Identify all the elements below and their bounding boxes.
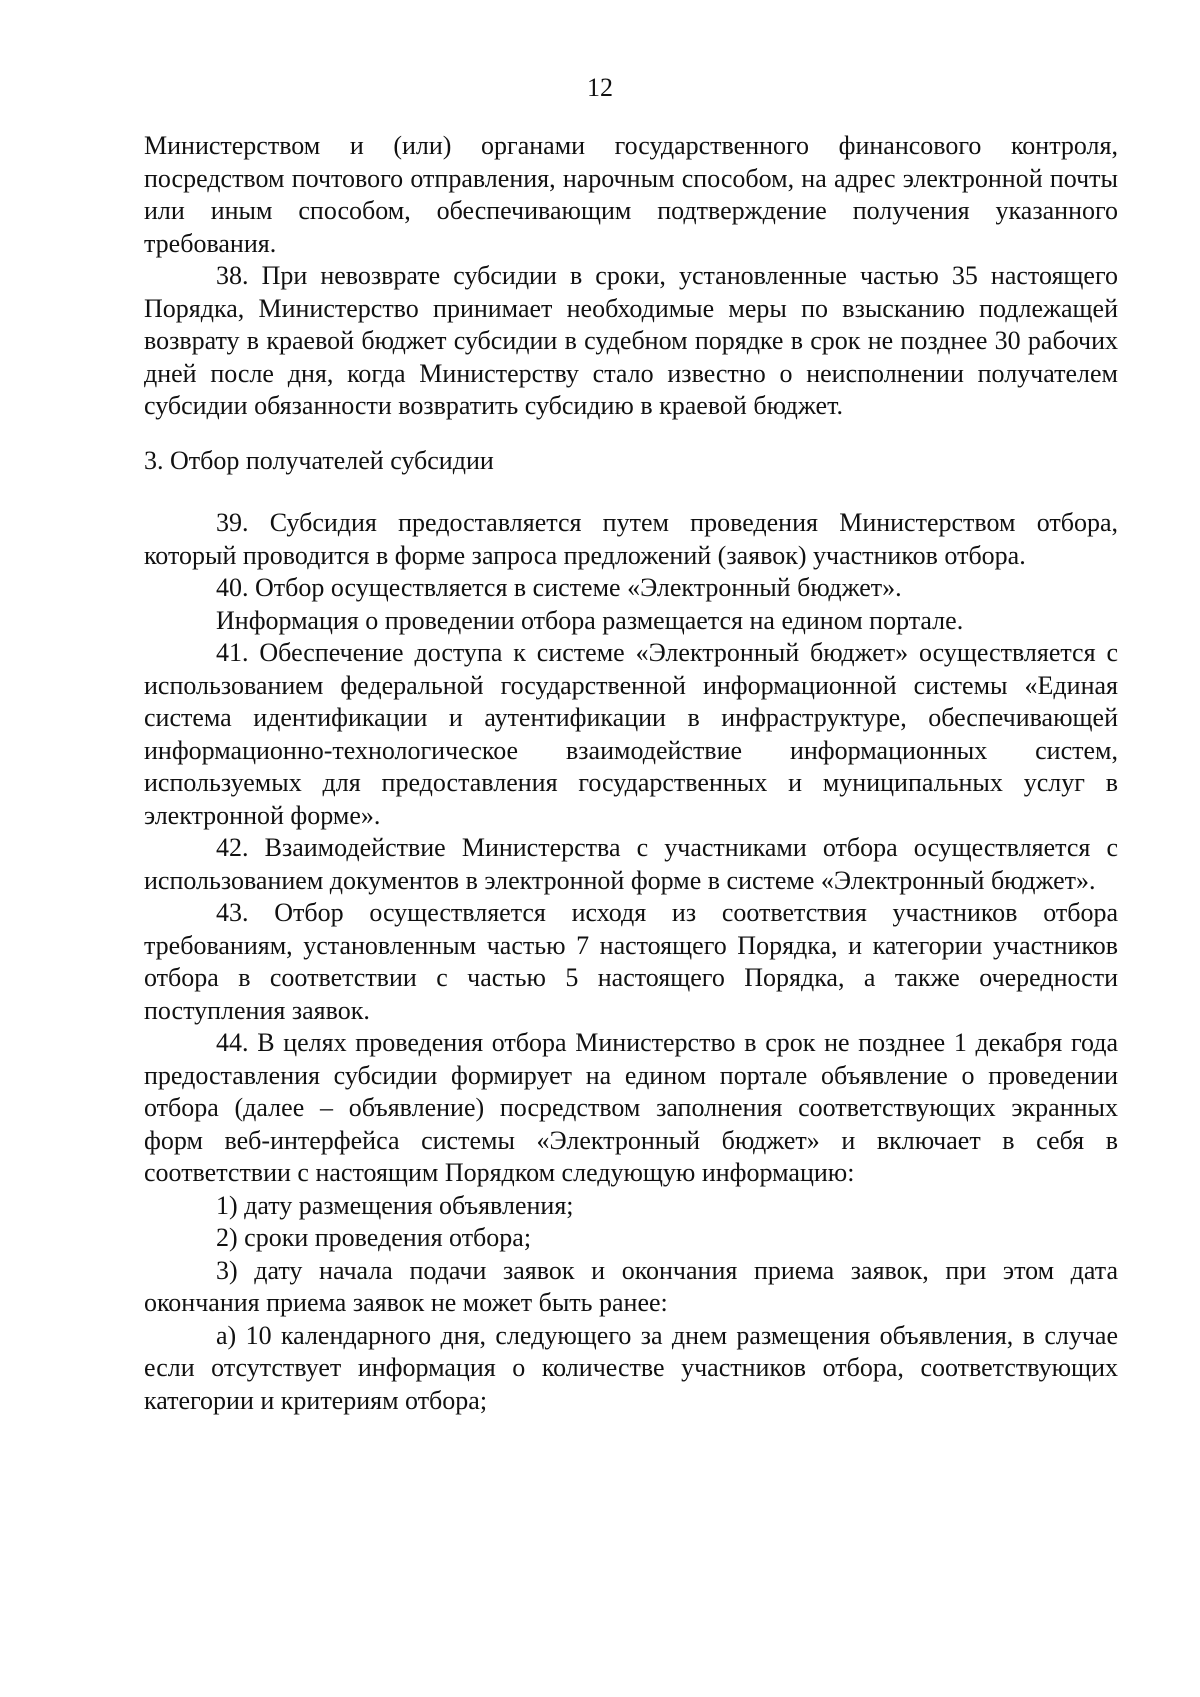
page-number: 12: [587, 73, 613, 102]
paragraph-44: 44. В целях проведения отбора Министерство в срок не позднее 1 декабря года предоставления субсидии формирует на едином портале объявление о проведении отбора (далее – объявление) посредством заполнения соответствующих экранных форм веб-интерфейса системы «Электронный бюджет» и включает в себя в соответствии с настоящим Порядком следующую информацию:: [144, 1028, 1118, 1187]
paragraph-39: 39. Субсидия предоставляется путем проведения Министерством отбора, который проводится в форме запроса предложений (заявок) участников отбора.: [144, 508, 1118, 570]
list-item-3: 3) дату начала подачи заявок и окончания приема заявок, при этом дата окончания приема заявок не может быть ранее:: [144, 1255, 1118, 1317]
paragraph-40: 40. Отбор осуществляется в системе «Электронный бюджет».: [216, 573, 902, 602]
list-item-1: 1) дату размещения объявления;: [216, 1190, 574, 1220]
list-item-3a: а) 10 календарного дня, следующего за днем размещения объявления, в случае если отсутствует информация о количестве участников отбора, соответствующих категории и критериям отбора;: [144, 1320, 1118, 1415]
section-heading: 3. Отбор получателей субсидии: [144, 445, 494, 475]
paragraph-43: 43. Отбор осуществляется исходя из соответствия участников отбора требованиям, установленным частью 7 настоящего Порядка, и категории участников отбора в соответствии с частью 5 настоящего Порядка, а также очередности поступления заявок.: [144, 898, 1118, 1025]
paragraph-40-info: Информация о проведении отбора размещается на едином портале.: [216, 605, 964, 635]
paragraph-38: 38. При невозврате субсидии в сроки, установленные частью 35 настоящего Порядка, Министерство принимает необходимые меры по взысканию подлежащей возврату в краевой бюджет субсидии в судебном порядке в срок не позднее 30 рабочих дней после дня, когда Министерству стало известно о неисполнении получателем субсидии обязанности возвратить субсидию в краевой бюджет.: [144, 261, 1118, 420]
document-body: [144, 130, 1118, 1417]
paragraph-continuation: Министерством и (или) органами государственного финансового контроля, посредством почтового отправления, нарочным способом, на адрес электронной почты или иным способом, обеспечивающим подтверждение получения указанного требования.: [144, 131, 1118, 258]
list-item-2: 2) сроки проведения отбора;: [216, 1223, 532, 1252]
paragraph-41: 41. Обеспечение доступа к системе «Электронный бюджет» осуществляется с использованием федеральной государственной информационной системы «Единая система идентификации и аутентификации в инфраструктуре, обеспечивающей информационно-технологическое взаимодействие информационных систем, используемых для предоставления государственных и муниципальных услуг в электронной форме».: [144, 638, 1118, 830]
paragraph-42: 42. Взаимодействие Министерства с участниками отбора осуществляется с использованием документов в электронной форме в системе «Электронный бюджет».: [144, 833, 1118, 895]
